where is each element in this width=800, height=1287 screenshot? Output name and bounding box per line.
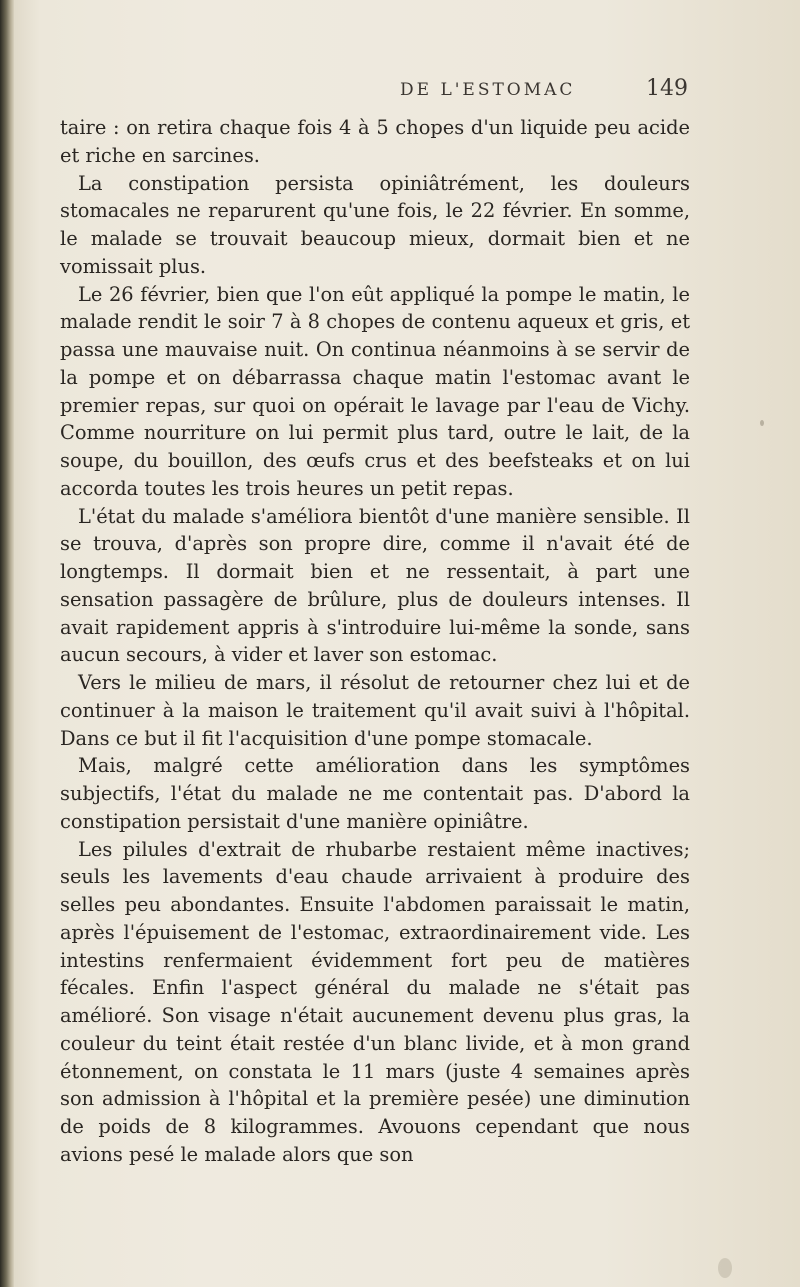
paragraph-4: L'état du malade s'améliora bientôt d'une manière sensible. Il se trouva, d'après son propre dire, comme il n'avait été de longtemps. Il dormait bien et ne ressentait, à part une sensation passagère de brûlure, plus de douleurs intenses. Il avait rapidement appris à s'introduire lui-même la sonde, sans aucun secours, à vider et laver son estomac. xyxy=(60,504,690,667)
body-text xyxy=(60,114,690,1169)
paragraph-3: Le 26 février, bien que l'on eût appliqué la pompe le matin, le malade rendit le soir 7 à 8 chopes de contenu aqueux et gris, et passa une mauvaise nuit. On continua néanmoins à se servir de la pompe et on débarrassa chaque matin l'estomac avant le premier repas, sur quoi on opérait le lavage par l'eau de Vichy. Comme nourriture on lui permit plus tard, outre le lait, de la soupe, du bouillon, des œufs crus et des beefsteaks et on lui accorda toutes les trois heures un petit repas. xyxy=(60,282,690,500)
page-number: 149 xyxy=(646,76,688,101)
paragraph-7: Les pilules d'extrait de rhubarbe restaient même inactives; seuls les lavements d'eau chaude arrivaient à produire des selles peu abondantes. Ensuite l'abdomen paraissait le matin, après l'épuisement de l'estomac, extraordinairement vide. Les intestins renfermaient évidemment fort peu de matières fécales. Enfin l'aspect général du malade ne s'était pas amélioré. Son visage n'était aucunement devenu plus gras, la couleur du teint était restée d'un blanc livide, et à mon grand étonnement, on constata le 11 mars (juste 4 semaines après son admission à l'hôpital et la première pesée) une diminution de poids de 8 kilogrammes. Avouons cependant que nous avions pesé le malade alors que son xyxy=(60,837,690,1166)
paragraph-2: La constipation persista opiniâtrément, les douleurs stomacales ne reparurent qu'une fois, le 22 février. En somme, le malade se trouvait beaucoup mieux, dormait bien et ne vomissait plus. xyxy=(60,171,690,278)
paragraph-6: Mais, malgré cette amélioration dans les symptômes subjectifs, l'état du malade ne me contentait pas. D'abord la constipation persistait d'une manière opiniâtre. xyxy=(60,754,690,833)
paper-speck xyxy=(718,1258,732,1278)
paper-speck xyxy=(760,420,764,426)
paragraph-1: taire : on retira chaque fois 4 à 5 chopes d'un liquide peu acide et riche en sarcines. xyxy=(60,116,690,167)
book-binding-edge xyxy=(0,0,14,1287)
running-head: DE L'ESTOMAC xyxy=(400,80,576,100)
paragraph-5: Vers le milieu de mars, il résolut de retourner chez lui et de continuer à la maison le traitement qu'il avait suivi à l'hôpital. Dans ce but il fit l'acquisition d'une pompe stomacale. xyxy=(60,671,690,750)
